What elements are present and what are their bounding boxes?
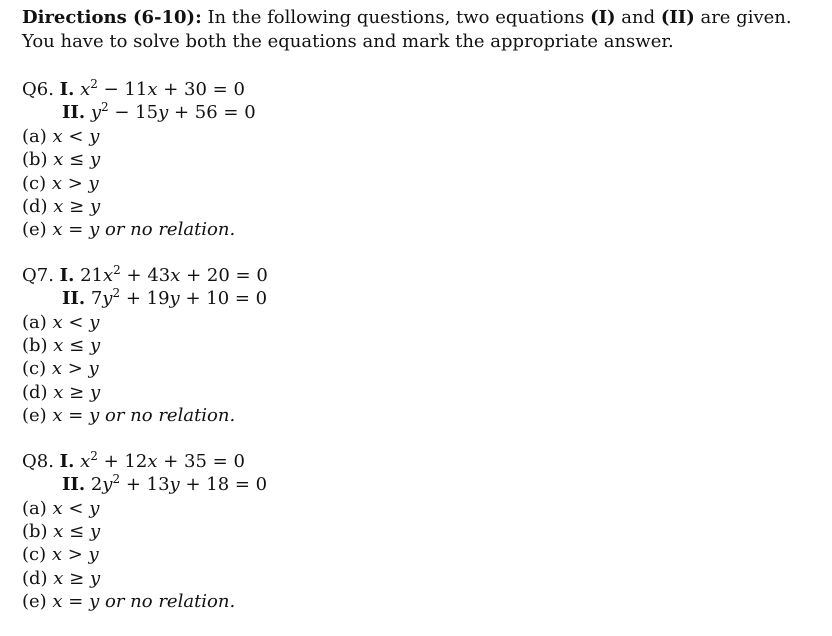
option-x: x (53, 520, 64, 542)
directions-text-a: In the following questions, two equations (201, 7, 591, 28)
option-x: x (51, 544, 63, 566)
option-symbol: = (62, 405, 90, 427)
option-a (22, 311, 812, 334)
eq-exponent: 2 (112, 472, 121, 487)
question-number: Q8. (22, 450, 54, 472)
option-symbol: > (62, 544, 89, 566)
option-y: y (89, 196, 101, 218)
eq-coefficient: 21 (80, 264, 103, 286)
option-a (22, 125, 812, 148)
option-d (22, 567, 812, 590)
option-x: x (53, 335, 64, 357)
option-x: x (52, 125, 63, 147)
eq-var: x (147, 79, 158, 100)
equation-1 (22, 78, 812, 101)
question-q6 (22, 78, 812, 242)
option-y: y (89, 219, 100, 241)
option-y: y (89, 335, 101, 357)
eq-var: y (169, 288, 180, 310)
option-e (22, 218, 812, 241)
option-key: (d) (22, 196, 54, 218)
eq-term: + 30 = 0 (157, 79, 245, 100)
eq-var: x (170, 264, 181, 286)
option-symbol: < (62, 497, 90, 519)
option-d (22, 381, 812, 404)
option-y: y (88, 544, 99, 566)
equation-1 (22, 450, 812, 473)
option-x: x (52, 497, 63, 519)
option-key: (c) (22, 358, 52, 380)
eq-term: + 13 (120, 474, 170, 496)
directions-eq1-tag: (I) (590, 7, 616, 28)
option-c (22, 543, 812, 566)
option-key: (b) (22, 335, 54, 357)
equation-label: I. (59, 450, 75, 472)
option-tail: or no relation. (99, 405, 236, 427)
option-x: x (51, 172, 63, 194)
equation-label: II. (62, 102, 86, 124)
eq-term: + 18 = 0 (179, 474, 268, 496)
option-symbol: ≥ (63, 567, 90, 589)
eq-var: y (90, 102, 102, 124)
eq-exponent: 2 (90, 448, 98, 463)
eq-exponent: 2 (112, 286, 121, 301)
option-x: x (52, 591, 63, 613)
option-y: y (89, 520, 101, 542)
option-d (22, 195, 812, 218)
eq-var: y (102, 474, 113, 496)
option-symbol: < (62, 311, 90, 333)
equation-label: II. (62, 288, 86, 310)
eq-coefficient: 7 (90, 288, 103, 310)
option-y: y (89, 311, 100, 333)
equation-2 (22, 287, 812, 310)
option-key: (b) (22, 520, 54, 542)
option-y: y (89, 497, 100, 519)
eq-term: + 35 = 0 (157, 450, 245, 472)
equation-label: I. (59, 79, 75, 100)
option-symbol: < (62, 125, 90, 147)
eq-term: + 10 = 0 (179, 288, 268, 310)
option-x: x (52, 311, 63, 333)
option-key: (d) (22, 567, 54, 589)
page (22, 6, 812, 614)
eq-exponent: 2 (113, 262, 121, 277)
option-b (22, 148, 812, 171)
option-x: x (52, 219, 63, 241)
option-symbol: ≤ (63, 520, 90, 542)
directions-text-c: are given. You have to solve both the equations and mark the appropriate answer. (22, 7, 792, 52)
eq-term: + 20 = 0 (180, 264, 268, 286)
eq-var: x (147, 450, 158, 472)
eq-term: + 56 = 0 (168, 102, 256, 124)
option-key: (a) (22, 125, 53, 147)
option-c (22, 172, 812, 195)
eq-term: + 19 (120, 288, 170, 310)
option-symbol: > (62, 358, 89, 380)
option-x: x (53, 381, 64, 403)
option-key: (e) (22, 591, 53, 613)
option-symbol: ≥ (63, 196, 90, 218)
directions-text-b: and (615, 7, 661, 28)
option-y: y (88, 172, 99, 194)
eq-var: y (102, 288, 113, 310)
option-x: x (51, 358, 63, 380)
option-symbol: ≥ (63, 381, 90, 403)
equation-2 (22, 101, 812, 124)
eq-term: + 43 (120, 264, 171, 286)
option-y: y (89, 405, 100, 427)
eq-term: − 15 (108, 102, 159, 124)
eq-var: x (103, 264, 114, 286)
equation-label: I. (59, 264, 75, 286)
directions-eq2-tag: (II) (660, 7, 695, 28)
option-x: x (53, 196, 64, 218)
option-a (22, 497, 812, 520)
eq-var: x (80, 79, 91, 100)
question-number: Q7. (22, 264, 54, 286)
option-symbol: > (62, 172, 89, 194)
eq-var: y (169, 474, 180, 496)
option-c (22, 357, 812, 380)
option-y: y (89, 567, 101, 589)
equation-label: II. (62, 474, 86, 496)
option-y: y (89, 591, 100, 613)
option-symbol: = (62, 591, 90, 613)
option-y: y (89, 381, 101, 403)
option-symbol: ≤ (63, 335, 90, 357)
option-x: x (53, 567, 64, 589)
option-y: y (89, 149, 101, 171)
option-y: y (89, 125, 100, 147)
eq-term: + 12 (97, 450, 148, 472)
equation-1 (22, 264, 812, 287)
option-symbol: ≤ (63, 149, 90, 171)
option-symbol: = (62, 219, 90, 241)
directions (22, 6, 812, 54)
question-number: Q6. (22, 79, 54, 100)
option-key: (a) (22, 497, 53, 519)
eq-exponent: 2 (101, 100, 109, 115)
option-tail: or no relation. (99, 219, 236, 241)
eq-var: y (158, 102, 169, 124)
eq-coefficient: 2 (90, 474, 103, 496)
equation-2 (22, 473, 812, 496)
eq-exponent: 2 (90, 77, 98, 91)
question-q8 (22, 450, 812, 614)
directions-heading: Directions (6-10): (22, 7, 202, 28)
option-b (22, 520, 812, 543)
option-y: y (88, 358, 99, 380)
question-q7 (22, 264, 812, 428)
option-e (22, 404, 812, 427)
option-x: x (53, 149, 64, 171)
option-key: (c) (22, 544, 52, 566)
option-key: (c) (22, 172, 52, 194)
option-key: (e) (22, 219, 53, 241)
option-key: (d) (22, 381, 54, 403)
eq-term: − 11 (97, 79, 148, 100)
eq-var: x (80, 450, 91, 472)
option-key: (e) (22, 405, 53, 427)
option-key: (b) (22, 149, 54, 171)
option-key: (a) (22, 311, 53, 333)
option-tail: or no relation. (99, 591, 236, 613)
option-e (22, 590, 812, 613)
option-b (22, 334, 812, 357)
option-x: x (52, 405, 63, 427)
